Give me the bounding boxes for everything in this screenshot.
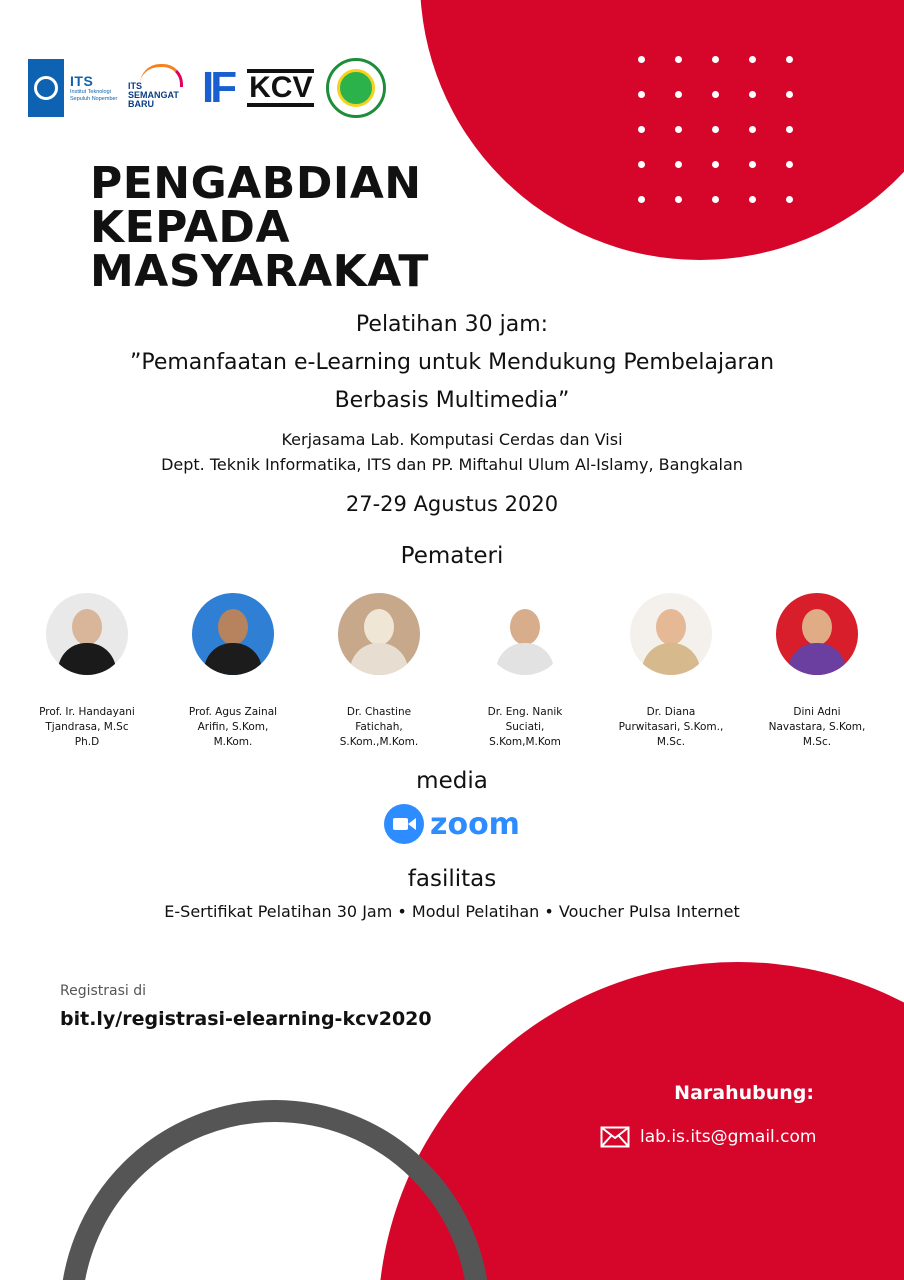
decorative-dot (712, 161, 719, 168)
facilities-heading: fasilitas (407, 866, 497, 892)
event-date: 27-29 Agustus 2020 (345, 492, 559, 516)
decorative-dot (749, 91, 756, 98)
page-title (90, 158, 429, 297)
registration-link[interactable]: bit.ly/registrasi-elearning-kcv2020 (60, 1008, 432, 1030)
title-line-1: PENGABDIAN (90, 158, 422, 209)
decorative-dot (675, 161, 682, 168)
decorative-dot (675, 56, 682, 63)
decorative-dot (712, 56, 719, 63)
collaboration-line-1: Kerjasama Lab. Komputasi Cerdas dan Visi (281, 430, 623, 449)
speaker-name: Dini Adni Navastara, S.Kom, M.Sc. (768, 706, 866, 748)
decorative-dot (712, 126, 719, 133)
speaker-avatar (776, 593, 858, 675)
semangat-logo-text: ITS SEMANGAT BARU (128, 81, 179, 109)
speaker-avatar (192, 593, 274, 675)
decorative-dot (749, 56, 756, 63)
contact-email[interactable]: lab.is.its@gmail.com (640, 1127, 817, 1147)
zoom-wordmark: zoom (430, 806, 520, 842)
decorative-dot (712, 91, 719, 98)
speaker-card (744, 593, 890, 750)
kcv-logo: KCV (247, 69, 314, 107)
speaker-name: Prof. Ir. Handayani Tjandrasa, M.Sc Ph.D (39, 706, 135, 748)
decorative-grey-arc (60, 1100, 490, 1280)
decorative-dot (675, 126, 682, 133)
decorative-dot (786, 126, 793, 133)
subtitle-line-3: Berbasis Multimedia” (334, 388, 570, 413)
its-logo-text: ITS (70, 73, 94, 89)
speaker-card (160, 593, 306, 750)
subtitle-line-2: ”Pemanfaatan e-Learning untuk Mendukung Pembelajaran (129, 350, 775, 375)
speakers-heading: Pemateri (400, 543, 504, 569)
decorative-dot (749, 161, 756, 168)
decorative-dot-grid (638, 56, 808, 216)
its-logo-subtext: Institut Teknologi Sepuluh Nopember (70, 89, 118, 102)
speakers-list (14, 593, 890, 750)
speaker-name: Dr. Diana Purwitasari, S.Kom., M.Sc. (618, 706, 724, 748)
decorative-dot (638, 196, 645, 203)
speaker-avatar (46, 593, 128, 675)
zoom-camera-icon (384, 804, 424, 844)
its-semangat-baru-logo (128, 60, 188, 116)
speaker-card (452, 593, 598, 750)
decorative-dot (638, 126, 645, 133)
decorative-dot (712, 196, 719, 203)
speaker-card (598, 593, 744, 750)
speaker-name: Prof. Agus Zainal Arifin, S.Kom, M.Kom. (188, 706, 278, 748)
mail-icon (600, 1126, 630, 1148)
speaker-card (306, 593, 452, 750)
collaboration-text (0, 427, 904, 477)
contact-heading: Narahubung: (674, 1082, 814, 1104)
contact-email-row (600, 1126, 817, 1148)
decorative-dot (638, 56, 645, 63)
collaboration-line-2: Dept. Teknik Informatika, ITS dan PP. Miftahul Ulum Al-Islamy, Bangkalan (161, 455, 743, 474)
its-logo (28, 59, 122, 117)
logo-bar (28, 56, 386, 120)
decorative-dot (786, 161, 793, 168)
zoom-logo (384, 804, 520, 844)
decorative-dot (749, 126, 756, 133)
speaker-name: Dr. Eng. Nanik Suciati, S.Kom,M.Kom (487, 706, 563, 748)
speaker-avatar (484, 593, 566, 675)
decorative-dot (675, 91, 682, 98)
title-line-3: MASYARAKAT (90, 246, 429, 297)
speaker-avatar (338, 593, 420, 675)
its-emblem-icon (28, 59, 64, 117)
decorative-dot (786, 196, 793, 203)
speaker-card (14, 593, 160, 750)
facilities-text: E-Sertifikat Pelatihan 30 Jam • Modul Pelatihan • Voucher Pulsa Internet (164, 902, 740, 921)
speaker-avatar (630, 593, 712, 675)
if-logo: IF (202, 63, 234, 112)
registration-label: Registrasi di (60, 983, 147, 999)
decorative-dot (786, 56, 793, 63)
decorative-dot (786, 91, 793, 98)
speaker-name: Dr. Chastine Fatichah, S.Kom.,M.Kom. (339, 706, 419, 748)
decorative-dot (638, 161, 645, 168)
media-heading: media (416, 768, 488, 794)
subtitle-line-1: Pelatihan 30 jam: (355, 312, 549, 337)
decorative-dot (749, 196, 756, 203)
pesantren-seal-icon (326, 58, 386, 118)
decorative-dot (675, 196, 682, 203)
training-subtitle (0, 306, 904, 420)
title-line-2: KEPADA (90, 202, 290, 253)
decorative-dot (638, 91, 645, 98)
